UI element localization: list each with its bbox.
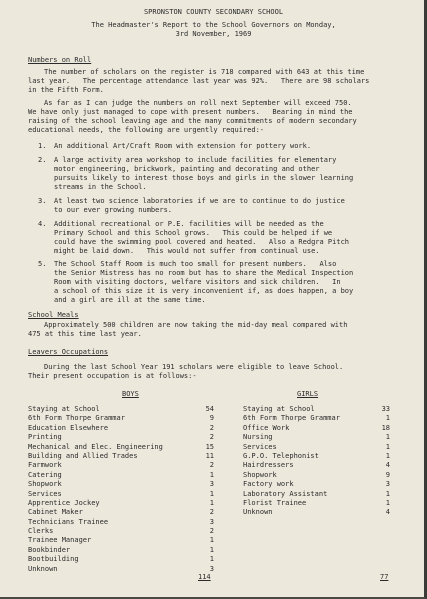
item-line: At least two science laboratories if we are to continue to do justice (54, 197, 345, 205)
item-number: 4. (38, 220, 47, 228)
paragraph-line: 475 at this time last year. (28, 330, 142, 338)
list-item: Education Elsewhere (28, 423, 109, 432)
count-value: 3 (209, 564, 214, 573)
list-item: Bootbuilding (28, 555, 79, 564)
item-line: might be laid down. This would not suffer from continual use. (54, 247, 320, 255)
count-value: 2 (209, 423, 214, 432)
list-item: Staying at School (243, 405, 315, 413)
count-value: 1 (385, 442, 390, 451)
count-value: 15 (205, 442, 214, 451)
item-number: 5. (38, 260, 47, 268)
count-value: 1 (385, 414, 390, 423)
boys-heading: BOYS (122, 390, 139, 398)
item-line: Room with visiting doctors, welfare visitors and sick children. In (54, 278, 341, 286)
list-item: 6th Form Thorpe Grammar (243, 414, 340, 423)
report-date: 3rd November, 1969 (175, 30, 252, 38)
list-item: Services (243, 442, 277, 451)
item-line: Additional recreational or P.E. facilities will be needed as the (54, 220, 324, 228)
list-item: Shopwork (243, 470, 277, 479)
paragraph-line: The number of scholars on the register is 718 compared with 643 at this time (44, 68, 365, 76)
leavers-heading: Leavers Occupations (28, 348, 109, 356)
numbers-on-roll-heading: Numbers on Roll (28, 56, 92, 64)
list-item: Florist Trainee (243, 498, 307, 507)
count-value: 2 (209, 433, 214, 442)
list-item: Nursing (243, 433, 273, 442)
count-value: 1 (385, 489, 390, 498)
list-item: Office Work (243, 423, 290, 432)
item-line: to our ever growing numbers. (54, 206, 173, 214)
list-item: Factory work (243, 480, 294, 489)
report-title: The Headmaster's Report to the School Governors on Monday, (91, 21, 336, 29)
girls-counts (374, 405, 390, 518)
list-item: Trainee Manager (28, 536, 92, 545)
count-value: 1 (209, 555, 214, 564)
item-number: 1. (38, 142, 47, 150)
list-item: Farmwork (28, 461, 62, 470)
item-line: The School Staff Room is much too small for present numbers. Also (54, 260, 337, 268)
item-number: 2. (38, 156, 47, 164)
girls-heading: GIRLS (297, 390, 319, 398)
count-value: 4 (385, 508, 390, 517)
list-item: Staying at School (28, 405, 100, 413)
list-item: Cabinet Maker (28, 508, 83, 517)
count-value: 11 (205, 451, 214, 460)
count-value: 1 (385, 451, 390, 460)
count-value: 1 (209, 498, 214, 507)
list-item: Printing (28, 433, 62, 442)
count-value: 3 (385, 480, 390, 489)
item-line: and a girl are ill at the same time. (54, 296, 206, 304)
list-item: Services (28, 489, 62, 498)
paragraph-line: Approximately 500 children are now taking the mid-day meal compared with (44, 321, 348, 329)
count-value: 1 (385, 433, 390, 442)
list-item: Mechanical and Elec. Engineering (28, 442, 163, 451)
paragraph-line: raising of the school leaving age and the many commitments of modern secondary (28, 117, 357, 125)
count-value: 1 (209, 536, 214, 545)
girls-total: 77 (380, 573, 389, 581)
school-name: SPRONSTON COUNTY SECONDARY SCHOOL (143, 8, 284, 16)
list-item: Technicians Trainee (28, 517, 109, 526)
list-item: Shopwork (28, 480, 62, 489)
paragraph-line: As far as I can judge the numbers on roll next September will exceed 750. (44, 99, 352, 107)
item-line: streams in the School. (54, 183, 147, 191)
paragraph-line: We have only just managed to cope with present numbers. Bearing in mind the (28, 108, 353, 116)
paragraph-line: in the Fifth Form. (28, 86, 104, 94)
item-line: motor engineering, brickwork, painting and decorating and other (54, 165, 320, 173)
paragraph-line: last year. The percentage attendance last year was 92%. There are 98 scholars (28, 77, 370, 85)
girls-list (243, 405, 340, 518)
item-number: 3. (38, 197, 47, 205)
count-value: 3 (209, 480, 214, 489)
list-item: Laboratory Assistant (243, 489, 328, 498)
count-value: 54 (205, 405, 214, 413)
item-line: could have the swimming pool covered and heated. Also a Redgra Pitch (54, 238, 350, 246)
list-item: Unknown (243, 508, 273, 517)
item-line: An additional Art/Craft Room with extension for pottery work. (54, 142, 312, 150)
boys-counts (196, 405, 214, 574)
count-value: 18 (381, 423, 390, 432)
list-item: Clerks (28, 527, 54, 536)
count-value: 9 (385, 470, 390, 479)
count-value: 4 (385, 461, 390, 470)
paragraph-line: During the last School Year 191 scholars were eligible to leave School. (44, 363, 344, 371)
count-value: 1 (209, 489, 214, 498)
list-item: Catering (28, 470, 62, 479)
list-item: G.P.O. Telephonist (243, 451, 319, 460)
count-value: 1 (385, 498, 390, 507)
count-value: 1 (209, 470, 214, 479)
count-value: 9 (209, 414, 214, 423)
item-line: a school of this size it is very inconvenient if, as does happen, a boy (54, 287, 354, 295)
boys-list (28, 405, 163, 574)
count-value: 2 (209, 527, 214, 536)
item-line: Primary School and this School grows. This could be helped if we (54, 229, 333, 237)
paragraph-line: Their present occupation is at follows:- (28, 372, 197, 380)
school-meals-heading: School Meals (28, 311, 79, 319)
list-item: Bookbinder (28, 545, 71, 554)
boys-total: 114 (198, 573, 211, 581)
item-line: A large activity area workshop to include facilities for elementary (54, 156, 337, 164)
list-item: Unknown (28, 564, 58, 573)
list-item: 6th Form Thorpe Grammar (28, 414, 125, 423)
list-item: Hairdressers (243, 461, 294, 470)
item-line: the Senior Mistress has no room but has to share the Medical Inspection (54, 269, 354, 277)
count-value: 2 (209, 508, 214, 517)
count-value: 1 (209, 545, 214, 554)
list-item: Building and Allied Trades (28, 451, 138, 460)
item-line: pursuits likely to interest those boys and girls in the slower learning (54, 174, 354, 182)
paragraph-line: educational needs, the following are urgently required:- (28, 126, 265, 134)
count-value: 33 (381, 405, 390, 413)
count-value: 2 (209, 461, 214, 470)
list-item: Apprentice Jockey (28, 498, 100, 507)
count-value: 3 (209, 517, 214, 526)
